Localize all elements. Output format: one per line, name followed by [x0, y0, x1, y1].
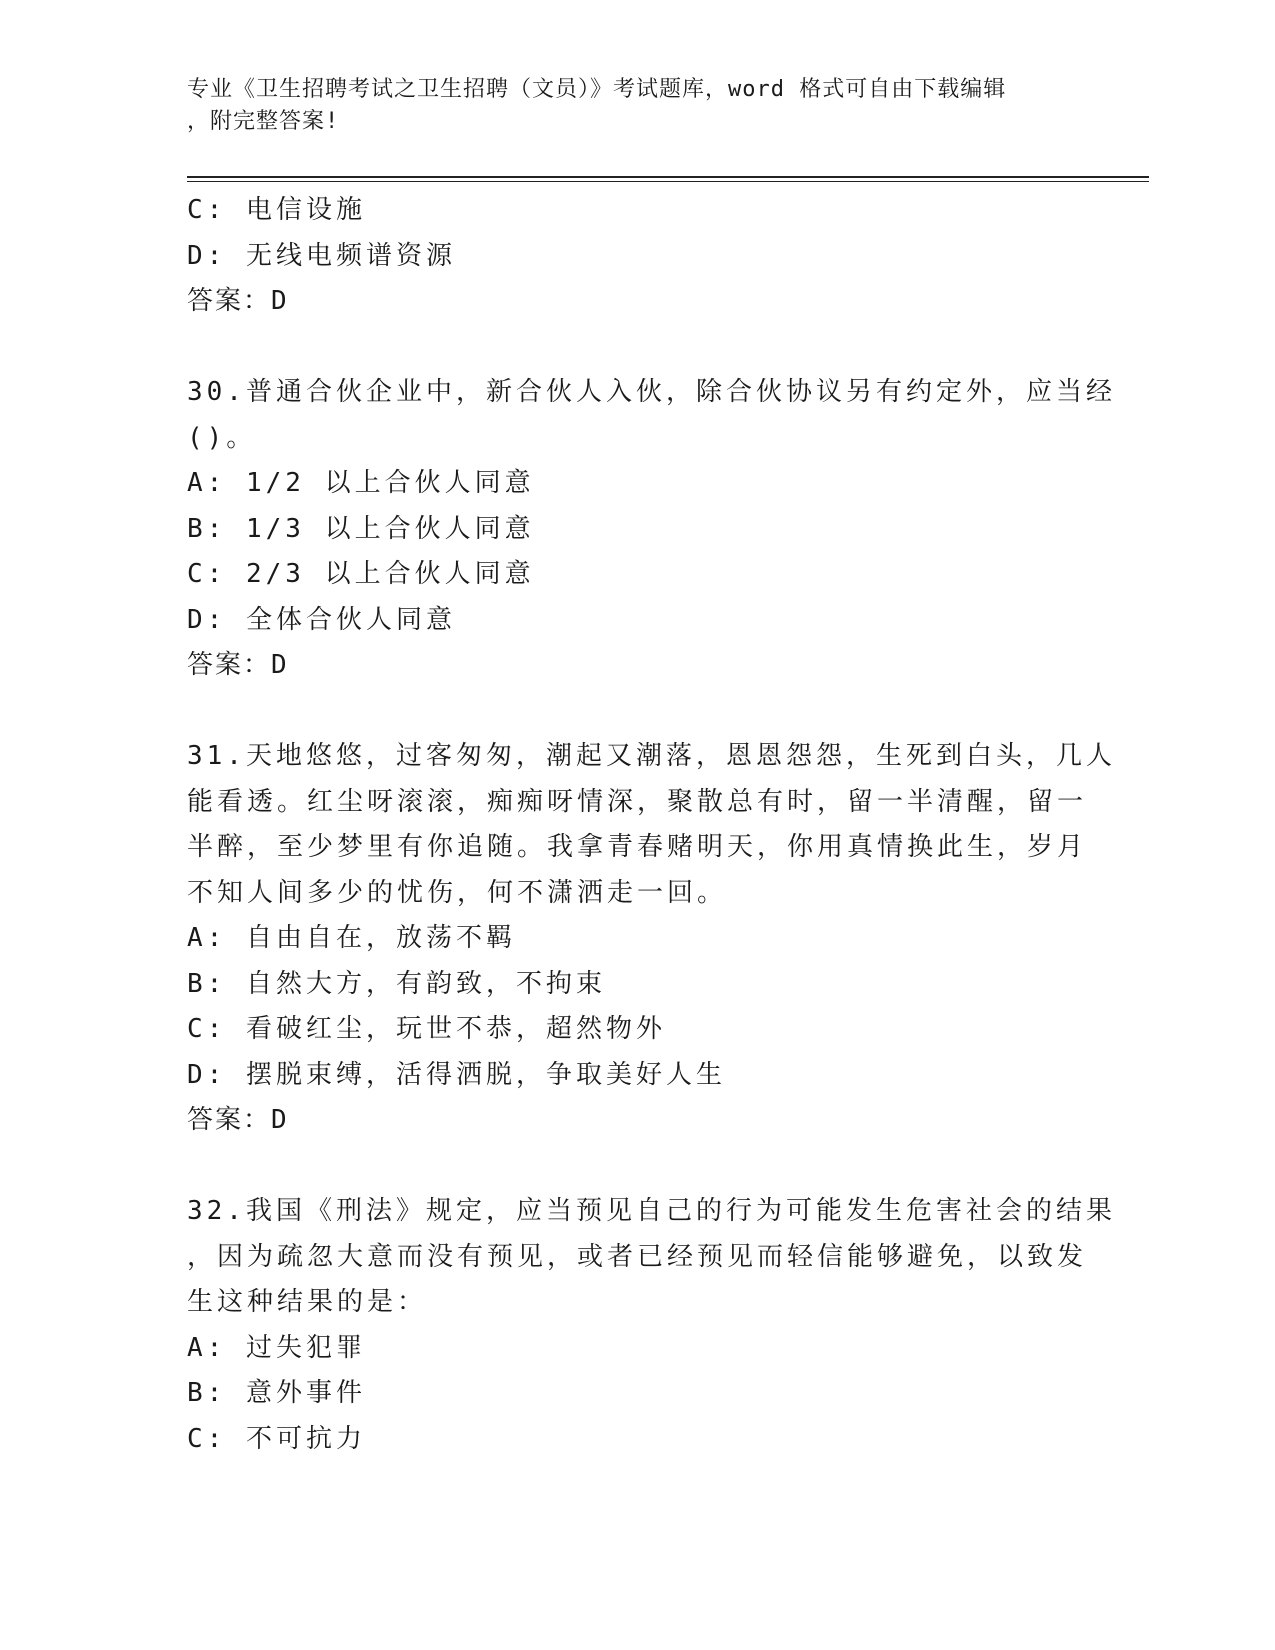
q30-stem-line: ()。 [187, 422, 257, 453]
q31-stem-line: 能看透。红尘呀滚滚，痴痴呀情深，聚散总有时，留一半清醒，留一 [187, 786, 1088, 817]
document-header [187, 74, 1067, 138]
header-divider-thick [187, 176, 1149, 178]
prev-answer: 答案：D [187, 286, 289, 316]
q30-answer: 答案：D [187, 650, 289, 680]
q31-option-a: A: 自由自在，放荡不羁 [187, 923, 516, 953]
q32-option-a: A: 过失犯罪 [187, 1332, 366, 1363]
question-content [187, 188, 1116, 1462]
spacer [187, 1144, 1087, 1190]
header-line-1: 专业《卫生招聘考试之卫生招聘（文员）》考试题库，word 格式可自由下载编辑 [187, 77, 1007, 102]
q31-option-b: B: 自然大方，有韵致，不拘束 [187, 968, 606, 999]
q31-stem-line: 不知人间多少的忧伤，何不潇洒走一回。 [187, 877, 728, 908]
spacer [187, 325, 1087, 371]
q30-option-b: B: 1/3 以上合伙人同意 [187, 513, 535, 544]
header-divider-thin [187, 181, 1149, 182]
q31-answer: 答案：D [187, 1105, 289, 1135]
q30-option-d: D: 全体合伙人同意 [187, 604, 456, 635]
q30-option-a: A: 1/2 以上合伙人同意 [187, 468, 535, 498]
q30-stem-line: 30.普通合伙企业中，新合伙人入伙，除合伙协议另有约定外，应当经 [187, 377, 1116, 407]
q31-stem-line: 半醉，至少梦里有你追随。我拿青春赌明天，你用真情换此生，岁月 [187, 832, 1088, 862]
spacer [187, 689, 1087, 735]
q32-option-b: B: 意外事件 [187, 1378, 366, 1408]
q30-option-c: C: 2/3 以上合伙人同意 [187, 559, 535, 589]
q32-stem-line: 32.我国《刑法》规定，应当预见自己的行为可能发生危害社会的结果 [187, 1196, 1116, 1226]
q32-option-c: C: 不可抗力 [187, 1423, 366, 1454]
prev-option-c: C: 电信设施 [187, 195, 366, 225]
header-line-2: ，附完整答案! [187, 109, 340, 134]
prev-option-d: D: 无线电频谱资源 [187, 240, 456, 271]
q31-stem-line: 31.天地悠悠，过客匆匆，潮起又潮落，恩恩怨怨，生死到白头，几人 [187, 741, 1116, 771]
q31-option-d: D: 摆脱束缚，活得洒脱，争取美好人生 [187, 1059, 726, 1090]
q32-stem-line: 生这种结果的是： [187, 1287, 428, 1317]
q32-stem-line: ，因为疏忽大意而没有预见，或者已经预见而轻信能够避免，以致发 [187, 1241, 1088, 1272]
q31-option-c: C: 看破红尘，玩世不恭，超然物外 [187, 1014, 666, 1044]
